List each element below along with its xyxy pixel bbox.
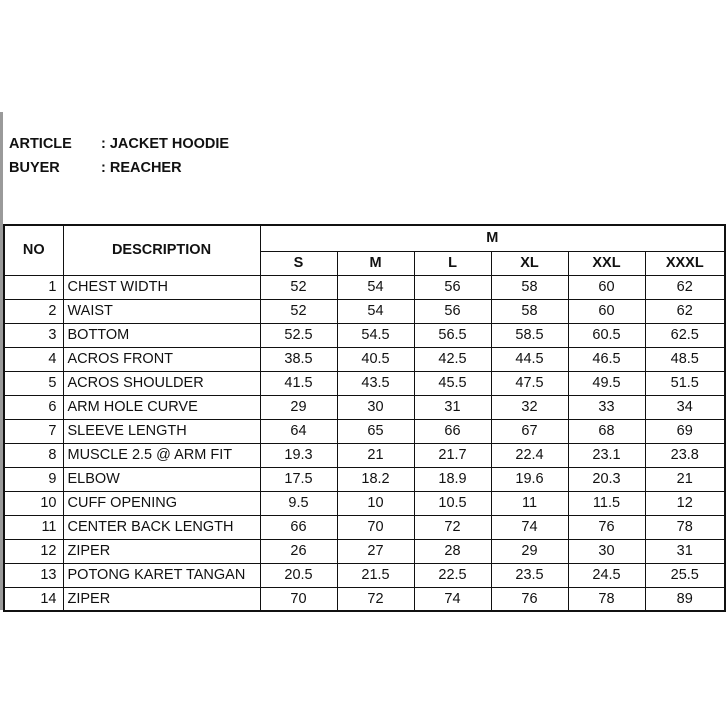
row-description: ARM HOLE CURVE bbox=[63, 395, 260, 419]
table-row bbox=[4, 347, 725, 371]
size-value-cell: 58.5 bbox=[491, 323, 568, 347]
table-row bbox=[4, 275, 725, 299]
size-value-cell: 66 bbox=[414, 419, 491, 443]
size-value-cell: 21.7 bbox=[414, 443, 491, 467]
size-value-cell: 52 bbox=[260, 275, 337, 299]
size-value-cell: 74 bbox=[414, 587, 491, 611]
row-description: ELBOW bbox=[63, 467, 260, 491]
size-value-cell: 49.5 bbox=[568, 371, 645, 395]
size-value-cell: 69 bbox=[645, 419, 725, 443]
size-value-cell: 62.5 bbox=[645, 323, 725, 347]
size-value-cell: 64 bbox=[260, 419, 337, 443]
row-description: CENTER BACK LENGTH bbox=[63, 515, 260, 539]
row-number: 7 bbox=[4, 419, 63, 443]
size-value-cell: 40.5 bbox=[337, 347, 414, 371]
size-value-cell: 60 bbox=[568, 275, 645, 299]
size-value-cell: 42.5 bbox=[414, 347, 491, 371]
row-description: ACROS FRONT bbox=[63, 347, 260, 371]
size-value-cell: 22.4 bbox=[491, 443, 568, 467]
size-value-cell: 11.5 bbox=[568, 491, 645, 515]
article-label: ARTICLE bbox=[9, 136, 72, 152]
size-value-cell: 78 bbox=[645, 515, 725, 539]
table-row bbox=[4, 587, 725, 611]
header-size: XXL bbox=[568, 251, 645, 275]
header-description: DESCRIPTION bbox=[63, 225, 260, 275]
size-value-cell: 34 bbox=[645, 395, 725, 419]
row-description: ZIPER bbox=[63, 587, 260, 611]
row-number: 11 bbox=[4, 515, 63, 539]
table-row bbox=[4, 443, 725, 467]
table-row bbox=[4, 539, 725, 563]
row-number: 1 bbox=[4, 275, 63, 299]
size-value-cell: 25.5 bbox=[645, 563, 725, 587]
size-value-cell: 70 bbox=[260, 587, 337, 611]
size-value-cell: 19.6 bbox=[491, 467, 568, 491]
size-value-cell: 56 bbox=[414, 275, 491, 299]
row-description: POTONG KARET TANGAN bbox=[63, 563, 260, 587]
size-value-cell: 52.5 bbox=[260, 323, 337, 347]
table-row bbox=[4, 299, 725, 323]
size-value-cell: 18.2 bbox=[337, 467, 414, 491]
row-number: 12 bbox=[4, 539, 63, 563]
article-row bbox=[9, 132, 229, 156]
size-value-cell: 56.5 bbox=[414, 323, 491, 347]
size-value-cell: 33 bbox=[568, 395, 645, 419]
table-row bbox=[4, 395, 725, 419]
size-spec-table bbox=[3, 224, 726, 612]
size-value-cell: 29 bbox=[491, 539, 568, 563]
size-value-cell: 9.5 bbox=[260, 491, 337, 515]
table-row bbox=[4, 515, 725, 539]
table-row bbox=[4, 323, 725, 347]
size-value-cell: 45.5 bbox=[414, 371, 491, 395]
size-value-cell: 52 bbox=[260, 299, 337, 323]
size-value-cell: 23.8 bbox=[645, 443, 725, 467]
header-size: XL bbox=[491, 251, 568, 275]
row-number: 8 bbox=[4, 443, 63, 467]
row-description: CUFF OPENING bbox=[63, 491, 260, 515]
size-value-cell: 72 bbox=[337, 587, 414, 611]
size-value-cell: 72 bbox=[414, 515, 491, 539]
size-value-cell: 60.5 bbox=[568, 323, 645, 347]
header-size: XXXL bbox=[645, 251, 725, 275]
buyer-value: : REACHER bbox=[101, 160, 182, 176]
size-value-cell: 31 bbox=[645, 539, 725, 563]
row-number: 6 bbox=[4, 395, 63, 419]
size-value-cell: 21.5 bbox=[337, 563, 414, 587]
size-value-cell: 23.1 bbox=[568, 443, 645, 467]
size-value-cell: 43.5 bbox=[337, 371, 414, 395]
row-number: 5 bbox=[4, 371, 63, 395]
size-value-cell: 27 bbox=[337, 539, 414, 563]
size-value-cell: 29 bbox=[260, 395, 337, 419]
size-value-cell: 58 bbox=[491, 299, 568, 323]
table-row bbox=[4, 371, 725, 395]
size-value-cell: 38.5 bbox=[260, 347, 337, 371]
row-description: BOTTOM bbox=[63, 323, 260, 347]
size-value-cell: 17.5 bbox=[260, 467, 337, 491]
article-value: : JACKET HOODIE bbox=[101, 136, 230, 152]
header-size: S bbox=[260, 251, 337, 275]
row-description: SLEEVE LENGTH bbox=[63, 419, 260, 443]
size-value-cell: 22.5 bbox=[414, 563, 491, 587]
row-number: 2 bbox=[4, 299, 63, 323]
size-value-cell: 46.5 bbox=[568, 347, 645, 371]
size-value-cell: 10.5 bbox=[414, 491, 491, 515]
row-description: MUSCLE 2.5 @ ARM FIT bbox=[63, 443, 260, 467]
header-size: L bbox=[414, 251, 491, 275]
size-value-cell: 10 bbox=[337, 491, 414, 515]
size-value-cell: 70 bbox=[337, 515, 414, 539]
size-value-cell: 68 bbox=[568, 419, 645, 443]
row-number: 14 bbox=[4, 587, 63, 611]
size-value-cell: 47.5 bbox=[491, 371, 568, 395]
size-value-cell: 76 bbox=[491, 587, 568, 611]
size-value-cell: 48.5 bbox=[645, 347, 725, 371]
size-value-cell: 54.5 bbox=[337, 323, 414, 347]
size-value-cell: 30 bbox=[337, 395, 414, 419]
row-number: 4 bbox=[4, 347, 63, 371]
table-row bbox=[4, 491, 725, 515]
row-number: 9 bbox=[4, 467, 63, 491]
size-value-cell: 30 bbox=[568, 539, 645, 563]
header-row-group bbox=[4, 225, 725, 251]
size-value-cell: 54 bbox=[337, 299, 414, 323]
table-body bbox=[4, 275, 725, 611]
size-value-cell: 24.5 bbox=[568, 563, 645, 587]
size-value-cell: 20.5 bbox=[260, 563, 337, 587]
size-value-cell: 76 bbox=[568, 515, 645, 539]
row-number: 10 bbox=[4, 491, 63, 515]
size-value-cell: 54 bbox=[337, 275, 414, 299]
size-value-cell: 60 bbox=[568, 299, 645, 323]
table-row bbox=[4, 419, 725, 443]
buyer-label: BUYER bbox=[9, 160, 60, 176]
size-value-cell: 62 bbox=[645, 299, 725, 323]
size-value-cell: 11 bbox=[491, 491, 568, 515]
header-no: NO bbox=[4, 225, 63, 275]
size-value-cell: 21 bbox=[645, 467, 725, 491]
size-value-cell: 21 bbox=[337, 443, 414, 467]
size-value-cell: 74 bbox=[491, 515, 568, 539]
row-description: ACROS SHOULDER bbox=[63, 371, 260, 395]
row-description: ZIPER bbox=[63, 539, 260, 563]
size-value-cell: 18.9 bbox=[414, 467, 491, 491]
size-value-cell: 20.3 bbox=[568, 467, 645, 491]
size-value-cell: 65 bbox=[337, 419, 414, 443]
header-size: M bbox=[337, 251, 414, 275]
row-number: 13 bbox=[4, 563, 63, 587]
size-value-cell: 78 bbox=[568, 587, 645, 611]
size-value-cell: 58 bbox=[491, 275, 568, 299]
size-value-cell: 67 bbox=[491, 419, 568, 443]
size-value-cell: 23.5 bbox=[491, 563, 568, 587]
size-value-cell: 26 bbox=[260, 539, 337, 563]
size-value-cell: 41.5 bbox=[260, 371, 337, 395]
row-description: WAIST bbox=[63, 299, 260, 323]
buyer-row bbox=[9, 156, 229, 180]
size-value-cell: 66 bbox=[260, 515, 337, 539]
size-value-cell: 19.3 bbox=[260, 443, 337, 467]
row-description: CHEST WIDTH bbox=[63, 275, 260, 299]
size-value-cell: 89 bbox=[645, 587, 725, 611]
size-value-cell: 31 bbox=[414, 395, 491, 419]
article-info bbox=[9, 132, 229, 180]
size-value-cell: 12 bbox=[645, 491, 725, 515]
size-value-cell: 44.5 bbox=[491, 347, 568, 371]
size-value-cell: 62 bbox=[645, 275, 725, 299]
size-value-cell: 56 bbox=[414, 299, 491, 323]
row-number: 3 bbox=[4, 323, 63, 347]
size-value-cell: 32 bbox=[491, 395, 568, 419]
header-size-group: M bbox=[260, 225, 725, 251]
table-row bbox=[4, 563, 725, 587]
size-value-cell: 51.5 bbox=[645, 371, 725, 395]
table-row bbox=[4, 467, 725, 491]
size-value-cell: 28 bbox=[414, 539, 491, 563]
